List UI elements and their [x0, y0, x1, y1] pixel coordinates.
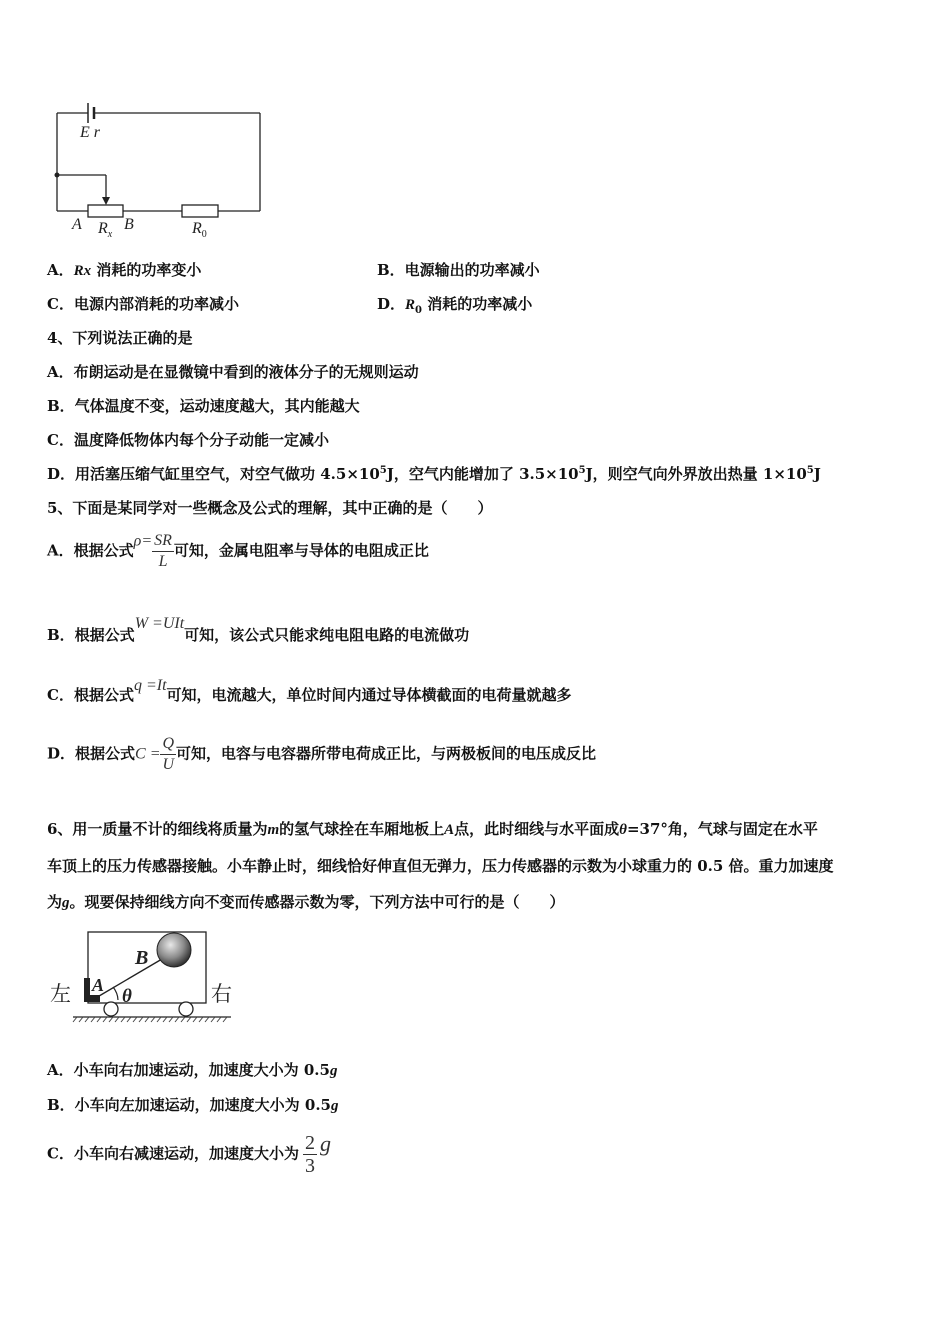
circuit-diagram	[40, 95, 280, 245]
circuit-label-rx: $R_x$	[98, 220, 113, 240]
q3-option-a: A．Rx 消耗的功率变小	[47, 261, 202, 279]
q6-stem-line2: 车顶上的压力传感器接触。小车静止时，细线恰好伸直但无弹力，压力传感器的示数为小球重力的 0.5 倍。重力加速度	[47, 857, 834, 875]
q5-stem: 5、下面是某同学对一些概念及公式的理解，其中正确的是（ ）	[47, 499, 493, 517]
q5-option-c: C．根据公式q =It可知，电流越大，单位时间内通过导体横截面的电荷量就越多	[47, 677, 572, 704]
q3-option-c: C．电源内部消耗的功率减小	[47, 295, 239, 313]
cart-label-left: 左	[50, 982, 71, 1006]
q6-option-c: C．小车向右减速运动，加速度大小为 $\frac{2}{3}$ g	[47, 1130, 331, 1177]
cart-label-a: A	[92, 975, 105, 995]
q3-option-b: B．电源输出的功率减小	[377, 261, 540, 279]
circuit-label-r0: $R_0$	[192, 220, 207, 240]
circuit-label-er: E r	[80, 124, 100, 141]
q3-option-d: D．$R_0$ 消耗的功率减小	[377, 295, 533, 316]
q4-option-b: B．气体温度不变，运动速度越大，其内能越大	[47, 397, 360, 415]
cart-label-right: 右	[211, 982, 232, 1006]
q4-option-d: D．用活塞压缩气缸里空气，对空气做功 $4.5\times 10^5J$，空气内能增加了 $3.5\times 10^5J$，则空气向外界放出热量 $1\times 10^5J$	[47, 465, 821, 483]
q5-option-a: A．根据公式ρ= $\frac{SR}{L}$ 可知，金属电阻率与导体的电阻成正比	[47, 532, 429, 570]
q4-option-a: A．布朗运动是在显微镜中看到的液体分子的无规则运动	[47, 363, 419, 381]
q6-stem-line3: 为g。现要保持细线方向不变而传感器示数为零，下列方法中可行的是（ ）	[47, 893, 565, 911]
q5-option-b: B．根据公式W =UIt可知，该公式只能求纯电阻电路的电流做功	[47, 615, 470, 644]
q5-option-d: D．根据公式C = $\frac{Q}{U}$ 可知，电容与电容器所带电荷成正比，与两极板间的电压成反比	[47, 735, 597, 773]
cart-label-b: B	[135, 947, 149, 969]
q6-stem-line1: 6、用一质量不计的细线将质量为m的氢气球拴在车厢地板上A点，此时细线与水平面成θ=37°角，气球与固定在水平	[47, 820, 818, 838]
cart-diagram	[46, 925, 246, 1027]
circuit-label-b: B	[124, 216, 134, 233]
q6-option-a: A．小车向右加速运动，加速度大小为 0.5g	[47, 1061, 338, 1079]
circuit-label-a: A	[72, 216, 82, 233]
q4-stem: 4、下列说法正确的是	[47, 329, 193, 347]
q4-option-c: C．温度降低物体内每个分子动能一定减小	[47, 431, 329, 449]
q6-option-b: B．小车向左加速运动，加速度大小为 0.5g	[47, 1096, 339, 1114]
cart-label-theta: θ	[122, 986, 132, 1007]
